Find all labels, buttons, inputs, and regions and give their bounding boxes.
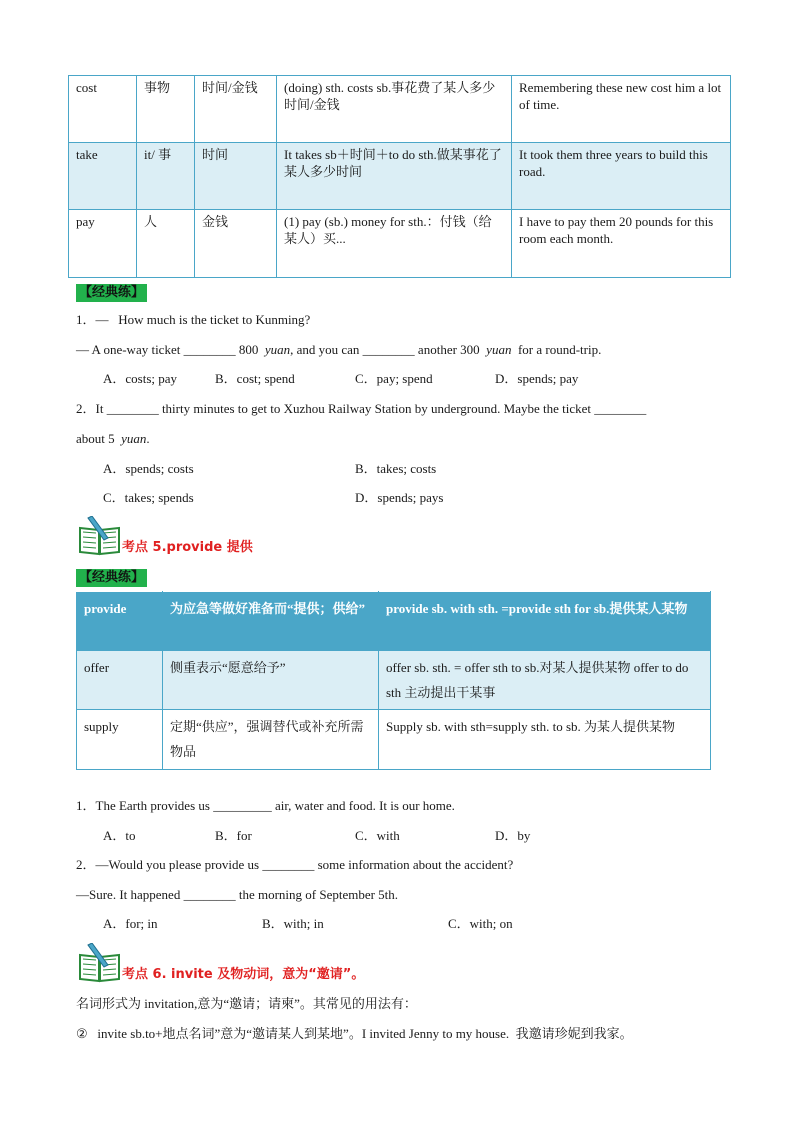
table-cell: Remembering these new cost him a lot of time. — [512, 76, 731, 143]
section-title: 考点 6. invite 及物动词，意为“邀请”。 — [122, 967, 365, 982]
option-d: D．spends; pays — [355, 490, 444, 505]
table-cell: 事物 — [137, 76, 195, 143]
table-cell: 时间 — [195, 143, 277, 210]
table-cell: 人 — [137, 210, 195, 278]
provide-comparison-table — [76, 591, 711, 770]
table-cell: 侧重表示“愿意给予” — [163, 651, 379, 710]
question-2: 2．It ________ thirty minutes to get to Xuzhou Railway Station by underground. Maybe the ticket ________ — [76, 401, 647, 416]
question-1: 1．The Earth provides us _________ air, water and food. It is our home. — [76, 798, 455, 813]
table-cell: It takes sb＋时间＋to do sth.做某事花了某人多少时间 — [277, 143, 512, 210]
option-a: A．spends; costs — [103, 461, 194, 476]
option-d: D．spends; pay — [495, 371, 579, 386]
table-row — [69, 210, 731, 278]
table-cell: supply — [77, 710, 163, 770]
table-cell: I have to pay them 20 pounds for this room each month. — [512, 210, 731, 278]
book-pencil-icon — [78, 943, 122, 983]
question-2: 2．—Would you please provide us ________ some information about the accident? — [76, 857, 514, 872]
option-b: B．cost; spend — [215, 371, 295, 386]
table-header-cell: 为应急等做好准备而“提供；供给” — [163, 592, 379, 651]
section-title: 考点 5.provide 提供 — [122, 540, 253, 555]
table-cell: 定期“供应”，强调替代或补充所需物品 — [163, 710, 379, 770]
option-c: C．with — [355, 828, 400, 843]
option-a: A．to — [103, 828, 136, 843]
section-heading-5 — [78, 516, 253, 556]
table-cell: Supply sb. with sth=supply sth. to sb. 为某人提供某物 — [379, 710, 711, 770]
table-cell: offer sb. sth. = offer sth to sb.对某人提供某物 offer to do sth 主动提出干某事 — [379, 651, 711, 710]
table-cell: (doing) sth. costs sb.事花费了某人多少时间/金钱 — [277, 76, 512, 143]
option-b: B．for — [215, 828, 252, 843]
table-header-cell: provide — [77, 592, 163, 651]
practice-tag: 【经典练】 — [76, 569, 147, 587]
table-cell: It took them three years to build this road. — [512, 143, 731, 210]
option-b: B．with; in — [262, 916, 324, 931]
table-cell: pay — [69, 210, 137, 278]
option-c: C．takes; spends — [103, 490, 194, 505]
option-c: C．pay; spend — [355, 371, 433, 386]
table-header-cell: provide sb. with sth. =provide sth for sb.提供某人某物 — [379, 592, 711, 651]
table-cell: offer — [77, 651, 163, 710]
table-cell: it/ 事 — [137, 143, 195, 210]
verb-comparison-table — [68, 75, 731, 278]
table-row — [69, 143, 731, 210]
table-row — [69, 76, 731, 143]
option-a: A．for; in — [103, 916, 158, 931]
table-row — [77, 651, 711, 710]
option-b: B．takes; costs — [355, 461, 437, 476]
table-header-row — [77, 592, 711, 651]
question-2-line-2: about 5 yuan. — [76, 431, 150, 446]
table-cell: cost — [69, 76, 137, 143]
table-cell: 金钱 — [195, 210, 277, 278]
table-cell: take — [69, 143, 137, 210]
table-cell: 时间/金钱 — [195, 76, 277, 143]
option-a: A．costs; pay — [103, 371, 178, 386]
option-d: D．by — [495, 828, 531, 843]
paragraph: ② invite sb.to+地点名词”意为“邀请某人到某地”。I invited Jenny to my house. 我邀请珍妮到我家。 — [76, 1026, 633, 1041]
paragraph: 名词形式为 invitation,意为“邀请；请柬”。其常见的用法有： — [76, 996, 417, 1011]
table-cell: (1) pay (sb.) money for sth.：付钱（给某人）买... — [277, 210, 512, 278]
question-1: 1．— How much is the ticket to Kunming? — [76, 312, 311, 327]
question-1-line-2: — A one-way ticket ________ 800 yuan, and you can ________ another 300 yuan for a round-trip. — [76, 342, 602, 357]
section-heading-6 — [78, 943, 365, 983]
table-row — [77, 710, 711, 770]
option-c: C．with; on — [448, 916, 513, 931]
question-2-line-2: —Sure. It happened ________ the morning of September 5th. — [76, 887, 399, 902]
book-pencil-icon — [78, 516, 122, 556]
practice-tag: 【经典练】 — [76, 284, 147, 302]
